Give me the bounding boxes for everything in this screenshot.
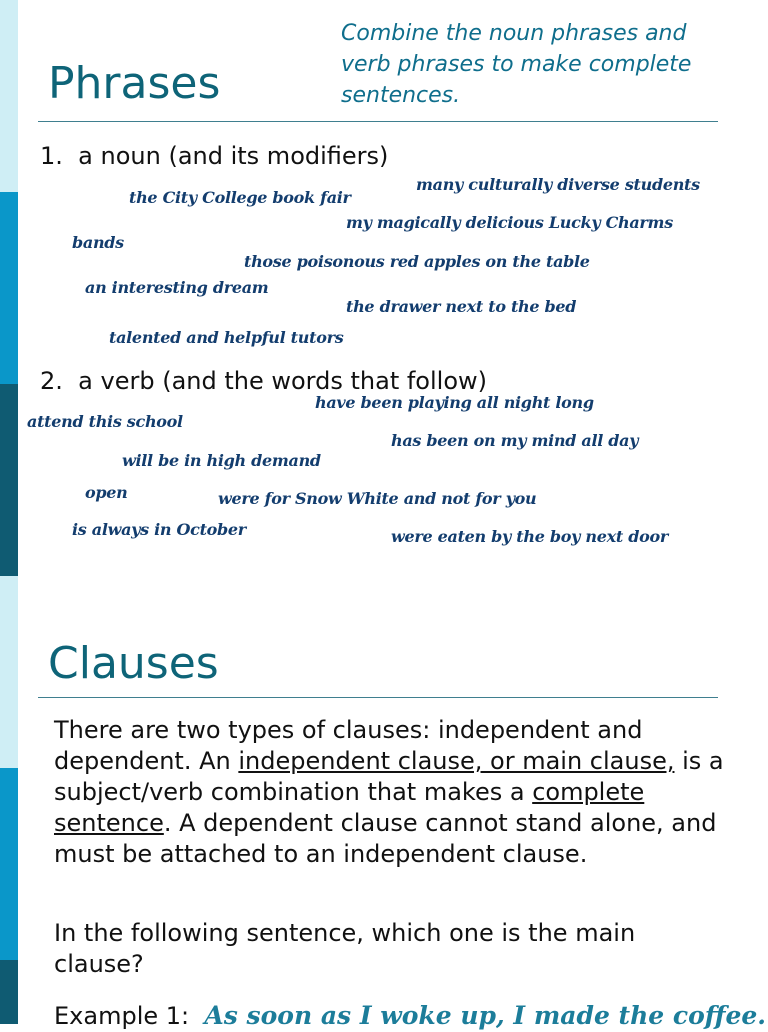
verb-phrase: will be in high demand	[122, 451, 321, 470]
example-line	[54, 1000, 766, 1032]
list-number: 2.	[40, 367, 63, 395]
title-divider	[38, 697, 718, 698]
noun-phrase: those poisonous red apples on the table	[244, 252, 590, 271]
slide-title: Clauses	[48, 638, 219, 689]
term-independent-clause: independent clause, or main clause,	[238, 747, 675, 775]
example-label: Example 1:	[54, 1002, 190, 1030]
list-item-label: a noun (and its modifiers)	[78, 142, 389, 170]
verb-phrase: have been playing all night long	[315, 393, 594, 412]
verb-phrase: were for Snow White and not for you	[218, 489, 537, 508]
verb-phrase: is always in October	[72, 520, 246, 539]
question-paragraph: In the following sentence, which one is the main clause?	[54, 919, 636, 978]
noun-phrase: many culturally diverse students	[416, 175, 700, 194]
verb-phrase: were eaten by the boy next door	[391, 527, 668, 546]
noun-phrase: the City College book fair	[129, 188, 351, 207]
list-item-verb	[40, 367, 487, 395]
term-complete-sentence: complete sentence	[54, 778, 645, 837]
slide-clauses	[0, 576, 768, 1030]
decorative-stripe-light	[0, 576, 18, 768]
clauses-paragraph	[54, 715, 724, 870]
list-number: 1.	[40, 142, 63, 170]
verb-phrase: attend this school	[27, 412, 183, 431]
decorative-stripe-dark	[0, 960, 18, 1024]
instruction-text: Combine the noun phrases and verb phrases to make complete sentences.	[341, 21, 692, 108]
decorative-stripe-dark	[0, 384, 18, 576]
decorative-stripe-light	[0, 0, 18, 192]
noun-phrase: bands	[72, 233, 124, 252]
noun-phrase: my magically delicious Lucky Charms	[346, 213, 673, 232]
example-sentence: As soon as I woke up, I made the coffee.	[204, 1001, 766, 1030]
noun-phrase: an interesting dream	[85, 278, 269, 297]
title-divider	[38, 121, 718, 122]
noun-phrase: the drawer next to the bed	[346, 297, 577, 316]
verb-phrase: open	[85, 483, 128, 502]
decorative-stripe-mid	[0, 192, 18, 384]
list-item-label: a verb (and the words that follow)	[78, 367, 488, 395]
paragraph-text: . A dependent clause cannot stand alone, and must be attached to an independent clause.	[54, 809, 717, 868]
list-item-noun	[40, 142, 388, 170]
verb-phrase: has been on my mind all day	[391, 431, 639, 450]
noun-phrase: talented and helpful tutors	[109, 328, 344, 347]
paragraph-text: is a subject/verb combination that makes a	[54, 747, 724, 806]
decorative-stripe-mid	[0, 768, 18, 960]
slide-title: Phrases	[48, 58, 221, 109]
paragraph-text: There are two types of clauses: independent and dependent. An	[54, 716, 643, 775]
